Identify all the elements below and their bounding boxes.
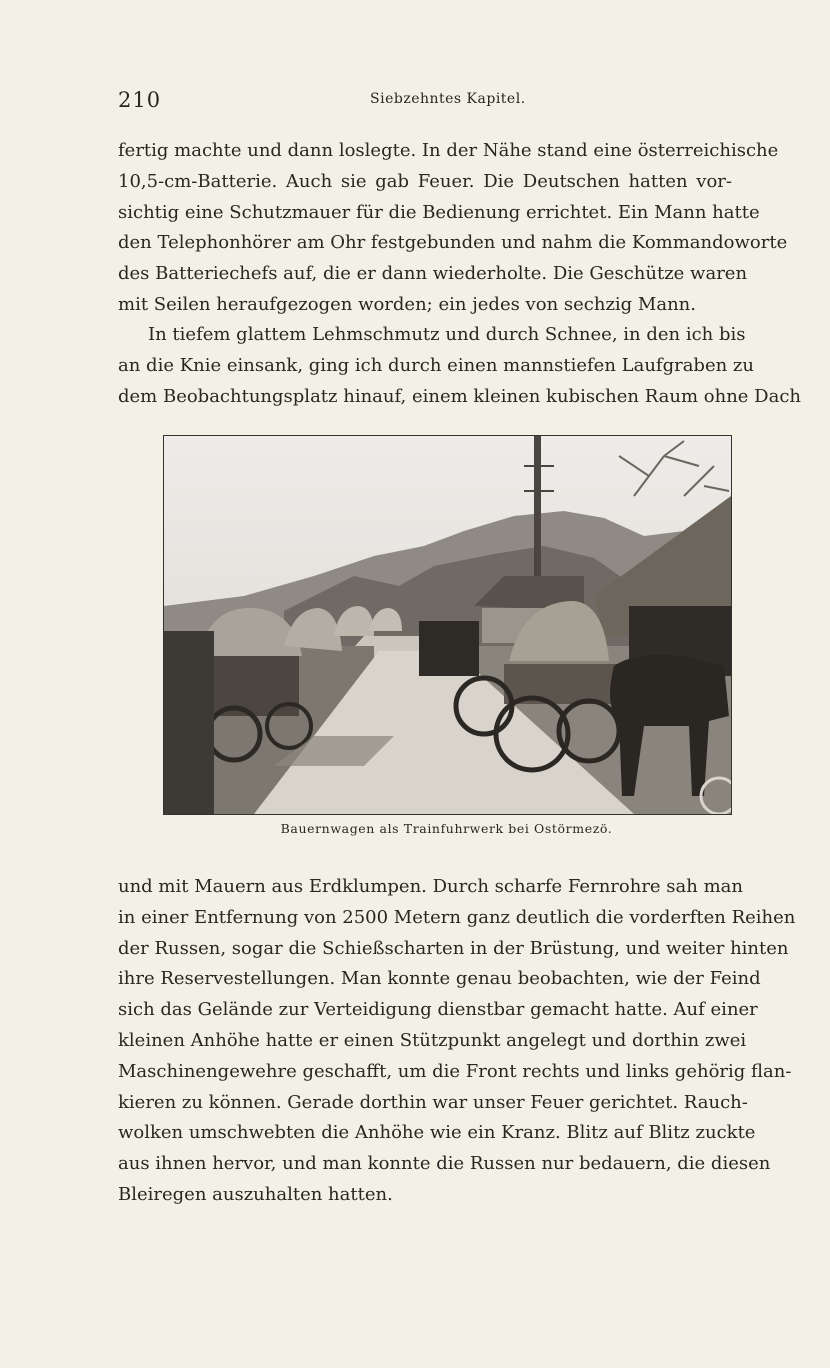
photo-figure <box>163 435 732 815</box>
text-line: sich das Gelände zur Verteidigung dienstbar gemacht hatte. Auf einer <box>118 999 758 1021</box>
text-line: der Russen, sogar die Schießscharten in der Brüstung, und weiter hinten <box>118 937 789 959</box>
paragraph-1 <box>118 136 788 321</box>
text-line: wolken umschwebten die Anhöhe wie ein Kranz. Blitz auf Blitz zuckte <box>118 1122 756 1144</box>
text-line: Maschinengewehre geschafft, um die Front rechts und links gehörig flan- <box>118 1060 792 1082</box>
figure-caption: Bauernwagen als Trainfuhrwerk bei Ostörmezö. <box>280 821 613 836</box>
text-line: fertig machte und dann loslegte. In der Nähe stand eine österreichische <box>118 140 779 161</box>
text-line: mit Seilen heraufgezogen worden; ein jedes von sechzig Mann. <box>118 293 696 315</box>
text-line: In tiefem glattem Lehmschmutz und durch Schnee, in den ich bis <box>148 324 746 345</box>
wagon-left-edge <box>164 631 214 814</box>
text-line: kleinen Anhöhe hatte er einen Stützpunkt angelegt und dorthin zwei <box>118 1029 747 1051</box>
text-line: aus ihnen hervor, und man konnte die Russen nur bedauern, die diesen <box>118 1153 771 1175</box>
text-line: den Telephonhörer am Ohr festgebunden und nahm die Kommandoworte <box>118 232 788 254</box>
text-line: und mit Mauern aus Erdklumpen. Durch scharfe Fernrohre sah man <box>118 876 743 897</box>
text-line: Bleiregen auszuhalten hatten. <box>118 1183 393 1205</box>
running-head: Siebzehntes Kapitel. <box>370 91 526 107</box>
ox-team <box>419 621 479 676</box>
paragraph-3 <box>118 872 796 1211</box>
page-number: 210 <box>118 88 162 112</box>
text-line: sichtig eine Schutzmauer für die Bedienung errichtet. Ein Mann hatte <box>118 201 760 223</box>
text-line: ihre Reservestellungen. Man konnte genau beobachten, wie der Feind <box>118 968 761 990</box>
text-line: 10,5-cm-Batterie. Auch sie gab Feuer. Die Deutschen hatten vor- <box>118 170 732 192</box>
text-line: in einer Entfernung von 2500 Metern ganz deutlich die vorderften Reihen <box>118 906 796 928</box>
text-line: dem Beobachtungsplatz hinauf, einem kleinen kubischen Raum ohne Dach <box>118 385 802 407</box>
paragraph-2 <box>118 320 802 412</box>
text-line: kieren zu können. Gerade dorthin war unser Feuer gerichtet. Rauch- <box>118 1091 748 1113</box>
page-header <box>118 88 718 114</box>
photo-wagons-illustration <box>164 436 731 814</box>
text-line: des Batteriechefs auf, die er dann wiederholte. Die Geschütze waren <box>118 263 748 285</box>
text-line: an die Knie einsank, ging ich durch einen mannstiefen Laufgraben zu <box>118 354 754 376</box>
